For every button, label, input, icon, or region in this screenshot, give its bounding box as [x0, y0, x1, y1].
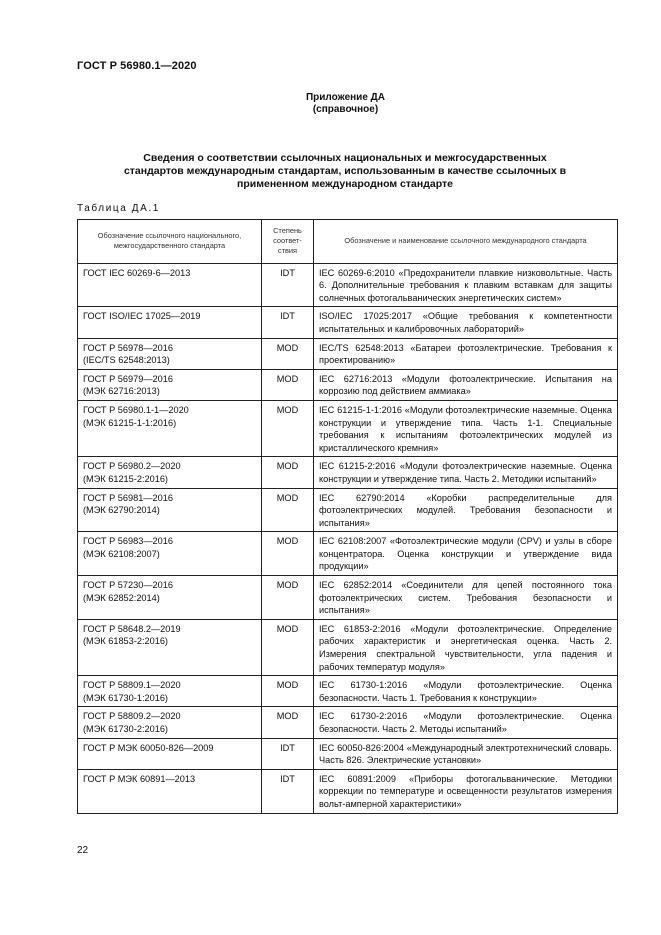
header-national-standard: Обозначение ссылочного национального, межгосударственного стандарта	[78, 220, 262, 264]
national-standard-cell: ГОСТ Р 58809.1—2020 (МЭК 61730-1:2016)	[78, 676, 262, 707]
degree-cell: MOD	[262, 576, 314, 620]
table-row	[78, 263, 618, 307]
appendix-heading	[0, 92, 661, 116]
international-standard-cell: IEC 61853-2:2016 «Модули фотоэлектрические. Определение рабочих характеристик и энергетическая оценка. Часть 2. Измерения спектральной чувствительности, угла падения и рабочих температур модуля»	[314, 619, 618, 675]
national-standard-cell: ГОСТ Р 56980.2—2020 (МЭК 61215-2:2016)	[78, 457, 262, 488]
international-standard-cell: IEC 61215-1-1:2016 «Модули фотоэлектрические наземные. Оценка конструкции и утверждение типа. Часть 1-1. Специальные требования к испытаниям фотоэлектрических модулей из кристаллического кремния»	[314, 400, 618, 456]
international-standard-cell: IEC 61730-1:2016 «Модули фотоэлектрические. Оценка безопасности. Часть 1. Требования к конструкции»	[314, 676, 618, 707]
degree-cell: MOD	[262, 532, 314, 576]
table-body	[78, 263, 618, 813]
table-row	[78, 738, 618, 769]
header-degree: Степень соответ-ствия	[262, 220, 314, 264]
table-row	[78, 400, 618, 456]
national-standard-cell: ГОСТ Р 58648.2—2019 (МЭК 61853-2:2016)	[78, 619, 262, 675]
national-standard-cell: ГОСТ ISO/IEC 17025—2019	[78, 307, 262, 338]
international-standard-cell: IEC 62108:2007 «Фотоэлектрические модули (CPV) и узлы в сборе концентратора. Оценка конструкции и утверждение вида продукции»	[314, 532, 618, 576]
table-row	[78, 576, 618, 620]
table-row	[78, 769, 618, 813]
appendix-subtitle: (справочное)	[312, 104, 379, 115]
table-caption: Таблица ДА.1	[77, 203, 160, 214]
degree-cell: MOD	[262, 457, 314, 488]
international-standard-cell: IEC 60891:2009 «Приборы фотогальванические. Методики коррекции по температуре и освещенности результатов измерения вольт-амперной характеристики»	[314, 769, 618, 813]
international-standard-cell: IEC 62790:2014 «Коробки распределительные для фотоэлектрических модулей. Требования безопасности и испытания»	[314, 488, 618, 532]
table-row	[78, 707, 618, 738]
table-row	[78, 676, 618, 707]
degree-cell: MOD	[262, 676, 314, 707]
national-standard-cell: ГОСТ Р 56978—2016 (IEC/TS 62548:2013)	[78, 338, 262, 369]
table-header-row	[78, 220, 618, 264]
international-standard-cell: IEC 60269-6:2010 «Предохранители плавкие низковольтные. Часть 6. Дополнительные требования к плавким вставкам для защиты солнечных фотогальванических энергетических систем»	[314, 263, 618, 307]
appendix-title: Приложение ДА	[305, 92, 386, 103]
table-row	[78, 307, 618, 338]
degree-cell: IDT	[262, 738, 314, 769]
table-row	[78, 488, 618, 532]
section-title: Сведения о соответствии ссылочных национальных и межгосударственных стандартов международным стандартам, использованным в качестве ссылочных в примененном международном стандарте	[123, 152, 567, 190]
international-standard-cell: IEC 61730-2:2016 «Модули фотоэлектрические. Оценка безопасности. Часть 2. Методы испытаний»	[314, 707, 618, 738]
standards-correspondence-table	[77, 219, 618, 814]
international-standard-cell: IEC 61215-2:2016 «Модули фотоэлектрические наземные. Оценка конструкции и утверждение типа. Часть 2. Методики испытаний»	[314, 457, 618, 488]
national-standard-cell: ГОСТ Р 56979—2016 (МЭК 62716:2013)	[78, 369, 262, 400]
table-row	[78, 369, 618, 400]
international-standard-cell: IEC 62852:2014 «Соединители для цепей постоянного тока фотоэлектрических систем. Требования безопасности и испытания»	[314, 576, 618, 620]
degree-cell: IDT	[262, 263, 314, 307]
header-international-standard: Обозначение и наименование ссылочного международного стандарта	[314, 220, 618, 264]
degree-cell: MOD	[262, 338, 314, 369]
national-standard-cell: ГОСТ Р 56983—2016 (МЭК 62108:2007)	[78, 532, 262, 576]
national-standard-cell: ГОСТ Р 56981—2016 (МЭК 62790:2014)	[78, 488, 262, 532]
table-row	[78, 532, 618, 576]
table-row	[78, 619, 618, 675]
table-row	[78, 457, 618, 488]
international-standard-cell: IEC/TS 62548:2013 «Батареи фотоэлектрические. Требования к проектированию»	[314, 338, 618, 369]
national-standard-cell: ГОСТ IEC 60269-6—2013	[78, 263, 262, 307]
degree-cell: MOD	[262, 369, 314, 400]
document-code-header: ГОСТ Р 56980.1—2020	[77, 60, 197, 72]
table-row	[78, 338, 618, 369]
national-standard-cell: ГОСТ Р 56980.1-1—2020 (МЭК 61215-1-1:2016)	[78, 400, 262, 456]
international-standard-cell: ISO/IEC 17025:2017 «Общие требования к компетентности испытательных и калибровочных лабораторий»	[314, 307, 618, 338]
international-standard-cell: IEC 62716:2013 «Модули фотоэлектрические. Испытания на коррозию под действием аммиака»	[314, 369, 618, 400]
degree-cell: MOD	[262, 488, 314, 532]
national-standard-cell: ГОСТ Р 58809.2—2020 (МЭК 61730-2:2016)	[78, 707, 262, 738]
page-number: 22	[77, 845, 89, 856]
degree-cell: IDT	[262, 307, 314, 338]
degree-cell: MOD	[262, 619, 314, 675]
national-standard-cell: ГОСТ Р МЭК 60050-826—2009	[78, 738, 262, 769]
national-standard-cell: ГОСТ Р 57230—2016 (МЭК 62852:2014)	[78, 576, 262, 620]
degree-cell: MOD	[262, 400, 314, 456]
degree-cell: MOD	[262, 707, 314, 738]
degree-cell: IDT	[262, 769, 314, 813]
national-standard-cell: ГОСТ Р МЭК 60891—2013	[78, 769, 262, 813]
international-standard-cell: IEC 60050-826:2004 «Международный электротехнический словарь. Часть 826. Электрические установки»	[314, 738, 618, 769]
